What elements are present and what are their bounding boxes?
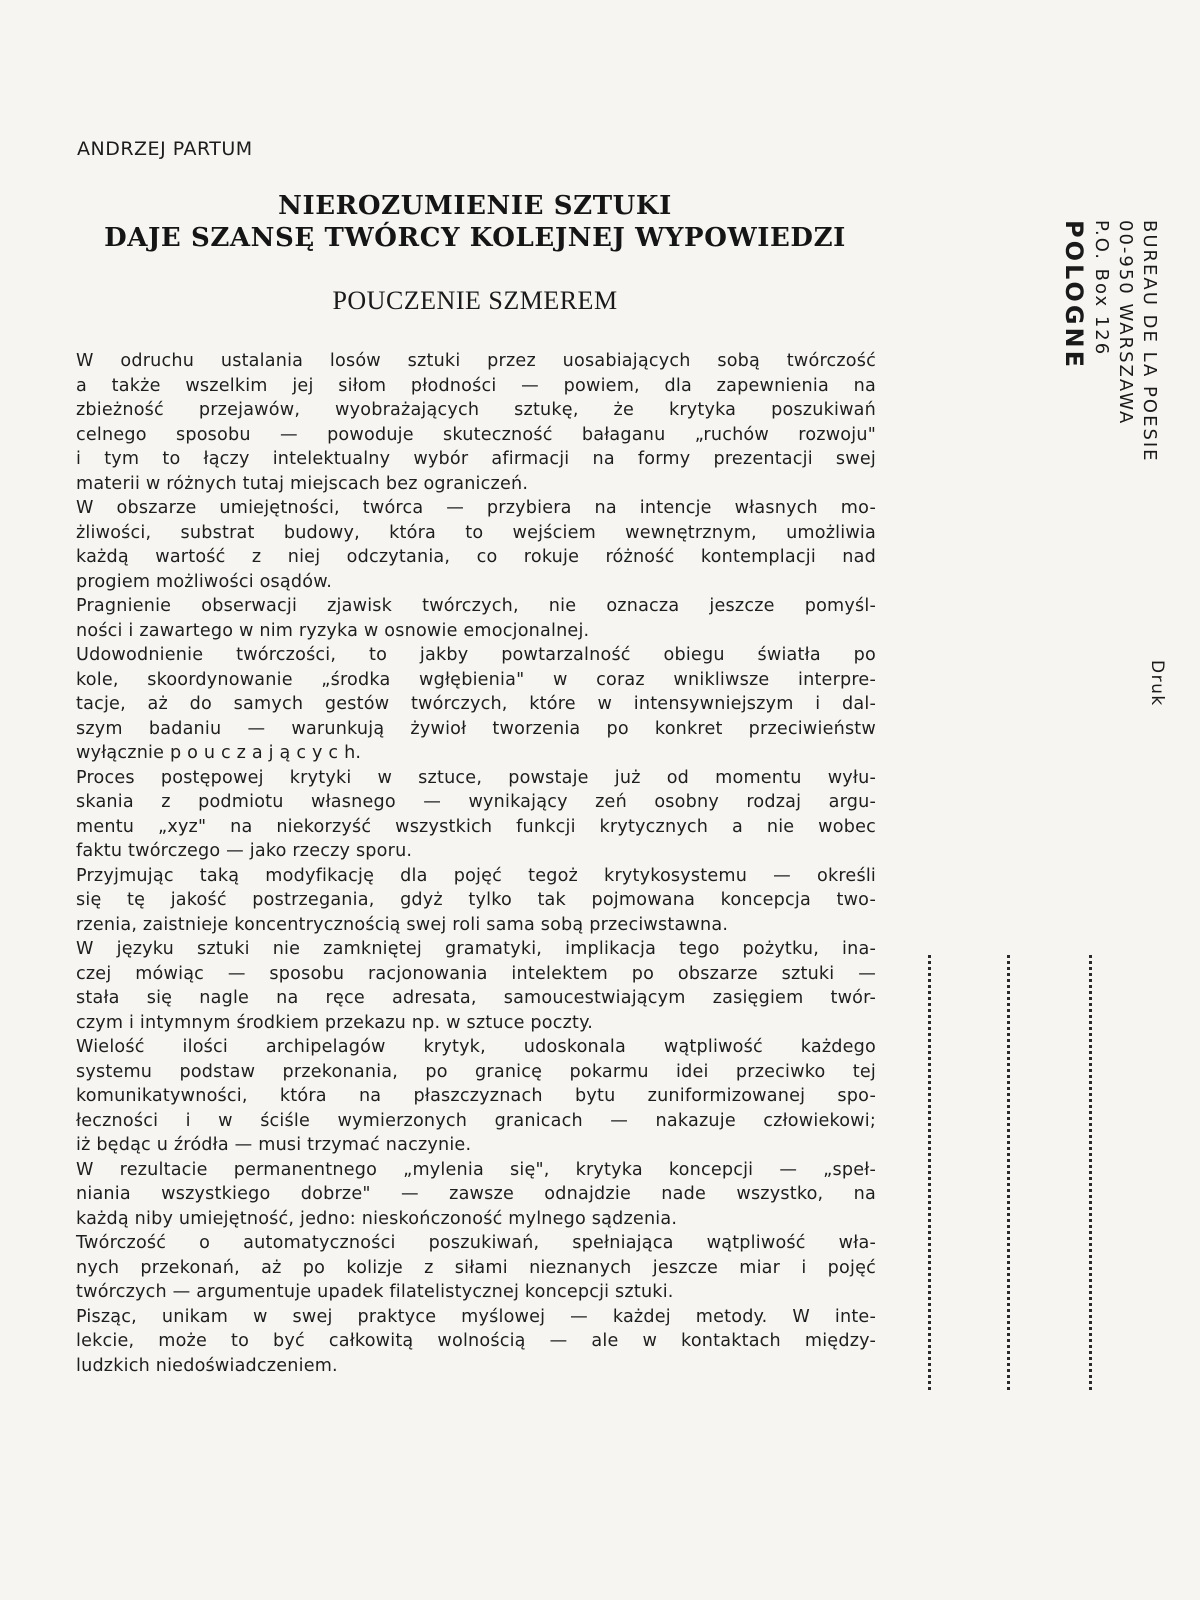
body-line: ludzkich niedoświadczeniem. — [76, 1355, 338, 1376]
body-line: mentu „xyz" na niekorzyść wszystkich funkcji krytycznych a nie wobec — [76, 816, 876, 837]
document-subtitle: POUCZENIE SZMEREM — [332, 286, 618, 315]
body-line: Twórczość o automatyczności poszukiwań, spełniająca wątpliwość wła- — [76, 1233, 876, 1253]
body-line: się tę jakość postrzegania, gdyż tylko tak pojmowana koncepcja two- — [76, 890, 876, 910]
body-line: a także wszelkim jej siłom płodności — powiem, dla zapewnienia na — [76, 375, 876, 396]
body-line: żliwości, substrat budowy, która to wejściem wewnętrznym, umożliwia — [76, 522, 876, 543]
body-line: czym i intymnym środkiem przekazu np. w sztuce poczty. — [76, 1012, 594, 1033]
address-block — [1059, 220, 1161, 463]
body-line: nych przekonań, aż po kolizje z siłami nieznanych jeszcze miar i pojęć — [76, 1257, 876, 1278]
body-text — [76, 349, 876, 1378]
body-line: rzenia, zaistnieje koncentrycznością swej roli sama sobą przeciwstawna. — [76, 914, 729, 935]
body-line: lekcie, może to być całkowitą wolnością — ale w kontaktach między- — [76, 1331, 876, 1351]
body-line: kole, skoordynowanie „środka wgłębienia" w coraz wnikliwsze interpre- — [76, 669, 876, 690]
address-dotted-line-1 — [928, 955, 931, 1390]
body-line: szym badaniu — warunkują żywioł tworzenia po konkret przeciwieństw — [76, 718, 876, 739]
body-line: wyłącznie p o u c z a j ą c y c h. — [76, 743, 362, 763]
body-line: systemu podstaw przekonania, po granicę pokarmu idei przeciwko tej — [76, 1061, 876, 1082]
body-line: i tym to łączy intelektualny wybór afirmacji na formy prezentacji swej — [76, 449, 876, 469]
address-country: POLOGNE — [1060, 220, 1088, 371]
body-line: faktu twórczego — jako rzeczy sporu. — [76, 841, 413, 861]
body-line: tacje, aż do samych gestów twórczych, które w intensywniejszym i dal- — [76, 694, 876, 714]
address-dotted-line-3 — [1089, 955, 1092, 1390]
body-line: W języku sztuki nie zamkniętej gramatyki, implikacja tego pożytku, ina- — [76, 939, 876, 959]
address-line-1: BUREAU DE LA POESIE — [1139, 220, 1160, 463]
body-line: niania wszystkiego dobrze" — zawsze odnajdzie nade wszystko, na — [76, 1184, 876, 1204]
title-line-1: NIEROZUMIENIE SZTUKI — [278, 191, 672, 221]
body-line: skania z podmiotu własnego — wynikający zeń osobny rodzaj argu- — [76, 792, 876, 812]
title-line-2: DAJE SZANSĘ TWÓRCY KOLEJNEJ WYPOWIEDZI — [104, 223, 846, 253]
body-line: W odruchu ustalania losów sztuki przez uosabiających sobą twórczość — [76, 351, 876, 371]
document-title — [60, 190, 890, 254]
body-line: W rezultacie permanentnego „mylenia się", krytyka koncepcji — „speł- — [76, 1159, 876, 1180]
address-dotted-line-2 — [1007, 955, 1010, 1390]
body-line: zbieżność przejawów, wyobrażających sztukę, że krytyka poszukiwań — [76, 400, 876, 420]
body-line: Proces postępowej krytyki w sztuce, powstaje już od momentu wyłu- — [76, 767, 876, 788]
body-line: czej mówiąc — sposobu racjonowania intelektem po obszarze sztuki — — [76, 963, 876, 984]
body-line: celnego sposobu — powoduje skuteczność bałaganu „ruchów rozwoju" — [76, 424, 876, 445]
address-line-3: P.O. Box 126 — [1091, 220, 1112, 357]
body-line: Przyjmując taką modyfikację dla pojęć tegoż krytykosystemu — określi — [76, 865, 876, 886]
body-line: stała się nagle na ręce adresata, samoucestwiającym zasięgiem twór- — [76, 988, 876, 1008]
body-line: materii w różnych tutaj miejscach bez ograniczeń. — [76, 473, 529, 494]
body-line: progiem możliwości osądów. — [76, 571, 332, 592]
body-line: każdą niby umiejętność, jedno: nieskończoność mylnego sądzenia. — [76, 1208, 678, 1229]
body-line: Pragnienie obserwacji zjawisk twórczych, nie oznacza jeszcze pomyśl- — [76, 596, 876, 616]
body-line: Wielość ilości archipelagów krytyk, udoskonala wątpliwość każdego — [76, 1037, 876, 1057]
body-line: każdą wartość z niej odczytania, co rokuje różność kontemplacji nad — [76, 547, 876, 567]
body-line: komunikatywności, która na płaszczyznach bytu zuniformizowanej spo- — [76, 1086, 876, 1106]
body-line: łeczności i w ściśle wymierzonych granicach — nakazuje człowiekowi; — [76, 1110, 876, 1131]
body-line: ności i zawartego w nim ryzyka w osnowie emocjonalnej. — [76, 620, 590, 641]
author-name: ANDRZEJ PARTUM — [77, 138, 253, 160]
body-line: iż będąc u źródła — musi trzymać naczynie. — [76, 1135, 472, 1155]
body-line: twórczych — argumentuje upadek filatelistycznej koncepcji sztuki. — [76, 1282, 674, 1302]
body-line: Udowodnienie twórczości, to jakby powtarzalność obiegu światła po — [76, 645, 876, 665]
address-line-2: 00-950 WARSZAWA — [1115, 220, 1136, 426]
body-line: Pisząc, unikam w swej praktyce myślowej — każdej metody. W inte- — [76, 1306, 876, 1327]
druk-label: Druk — [1147, 660, 1167, 707]
body-line: W obszarze umiejętności, twórca — przybiera na intencje własnych mo- — [76, 498, 876, 518]
